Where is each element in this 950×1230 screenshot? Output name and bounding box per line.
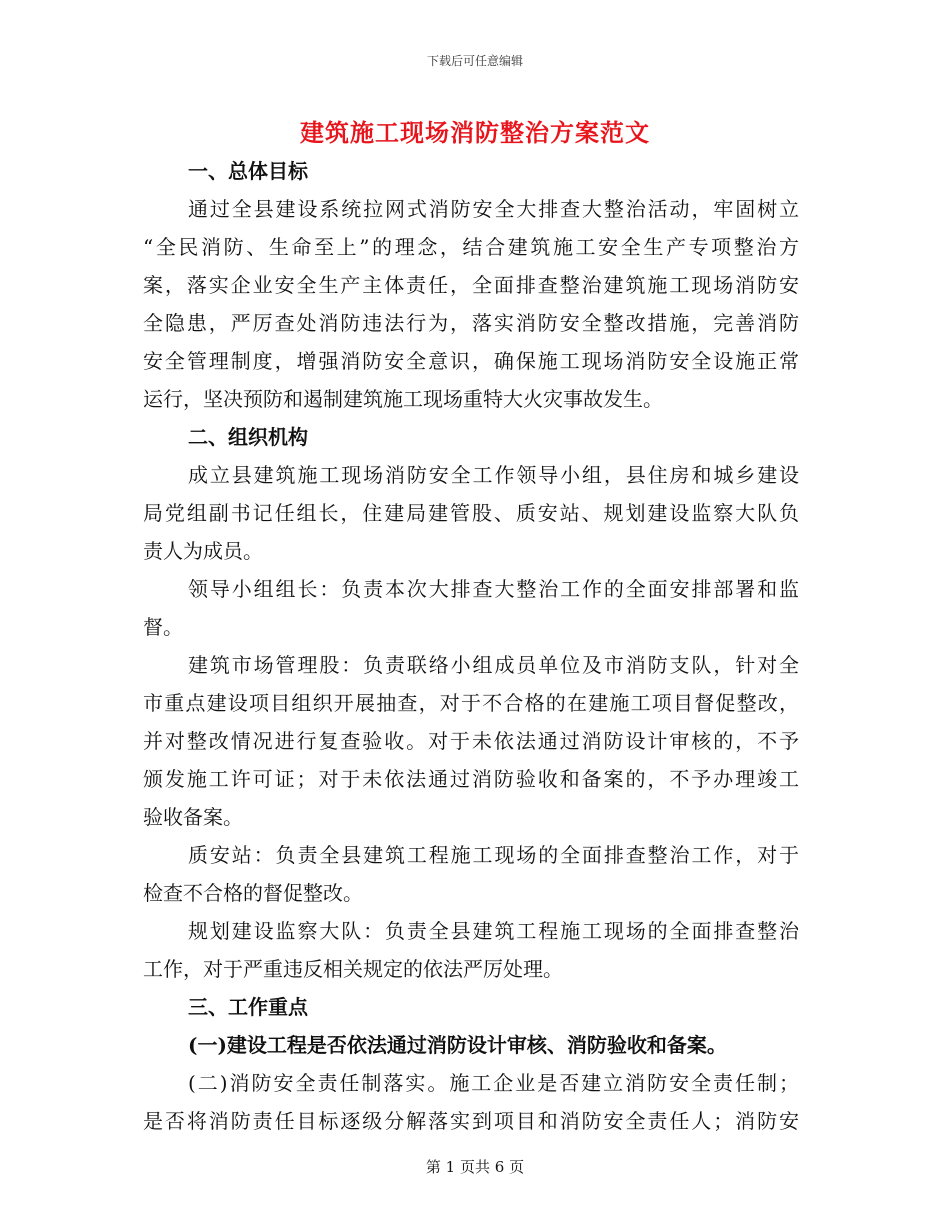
paragraph-line: 质安站：负责全县建筑工程施工现场的全面排查整治工作，对于: [188, 843, 799, 867]
paragraph-line: 案，落实企业安全生产主体责任，全面排查整治建筑施工现场消防安: [143, 273, 799, 297]
paragraph-line: (二)消防安全责任制落实。施工企业是否建立消防安全责任制；: [188, 1071, 799, 1095]
paragraph-line: 市重点建设项目组织开展抽查，对于不合格的在建施工项目督促整改，: [143, 691, 799, 715]
paragraph-line: 全隐患，严厉查处消防违法行为，落实消防安全整改措施，完善消防: [143, 311, 799, 335]
paragraph-line: 规划建设监察大队：负责全县建筑工程施工现场的全面排查整治: [188, 919, 799, 943]
header-note: 下载后可任意编辑: [426, 54, 523, 68]
section-heading-line: (一)建设工程是否依法通过消防设计审核、消防验收和备案。: [188, 1033, 727, 1057]
paragraph-line: 验收备案。: [143, 805, 243, 829]
paragraph-line: “全民消防、生命至上”的理念，结合建筑施工安全生产专项整治方: [143, 235, 799, 259]
paragraph-line: 并对整改情况进行复查验收。对于未依法通过消防设计审核的，不予: [143, 729, 799, 753]
section-heading-line: 二、组织机构: [188, 425, 308, 449]
paragraph-line: 通过全县建设系统拉网式消防安全大排查大整治活动，牢固树立: [188, 197, 799, 221]
document-title: 建筑施工现场消防整治方案范文: [300, 118, 650, 147]
paragraph-line: 安全管理制度，增强消防安全意识，确保施工现场消防安全设施正常: [143, 349, 799, 373]
page-footer: 第 1 页共 6 页: [425, 1158, 525, 1176]
paragraph-line: 工作，对于严重违反相关规定的依法严厉处理。: [143, 957, 563, 981]
paragraph-line: 责人为成员。: [143, 539, 263, 563]
section-heading-line: 三、工作重点: [188, 995, 308, 1019]
document-body: [143, 152, 799, 1140]
paragraph-line: 局党组副书记任组长，住建局建管股、质安站、规划建设监察大队负: [143, 501, 799, 525]
paragraph-line: 领导小组组长：负责本次大排查大整治工作的全面安排部署和监: [188, 577, 799, 601]
paragraph-line: 成立县建筑施工现场消防安全工作领导小组，县住房和城乡建设: [188, 463, 799, 487]
paragraph-line: 运行，坚决预防和遏制建筑施工现场重特大火灾事故发生。: [143, 387, 663, 411]
paragraph-line: 建筑市场管理股：负责联络小组成员单位及市消防支队，针对全: [188, 653, 799, 677]
paragraph-line: 督。: [143, 615, 183, 639]
section-heading-line: 一、总体目标: [188, 159, 308, 183]
paragraph-line: 是否将消防责任目标逐级分解落实到项目和消防安全责任人；消防安: [143, 1109, 799, 1133]
paragraph-line: 颁发施工许可证；对于未依法通过消防验收和备案的，不予办理竣工: [143, 767, 799, 791]
paragraph-line: 检查不合格的督促整改。: [143, 881, 363, 905]
